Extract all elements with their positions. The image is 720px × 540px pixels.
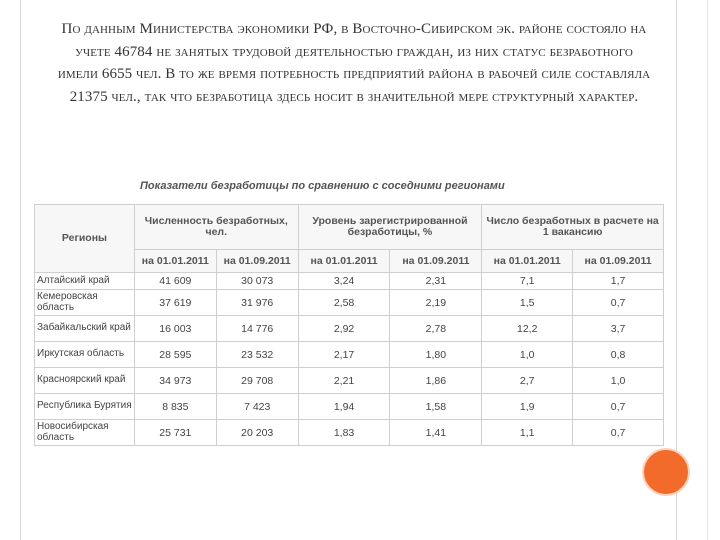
value-cell: 1,0 xyxy=(482,342,573,368)
value-cell: 2,7 xyxy=(482,368,573,394)
value-cell: 1,41 xyxy=(390,420,482,446)
value-cell: 1,1 xyxy=(482,420,573,446)
value-cell: 7 423 xyxy=(216,394,298,420)
value-cell: 7,1 xyxy=(482,273,573,290)
header-date: на 01.09.2011 xyxy=(216,250,298,273)
region-cell: Красноярский край xyxy=(35,368,135,394)
region-cell: Забайкальский край xyxy=(35,316,135,342)
value-cell: 34 973 xyxy=(134,368,216,394)
region-cell: Алтайский край xyxy=(35,273,135,290)
header-date: на 01.09.2011 xyxy=(390,250,482,273)
value-cell: 2,17 xyxy=(298,342,390,368)
value-cell: 1,58 xyxy=(390,394,482,420)
table-row xyxy=(35,273,664,290)
region-cell: Кемеровская область xyxy=(35,290,135,316)
slide-text: По данным Министерства экономики РФ, в Восточно-Сибирском эк. районе состояло на учете 46784 не занятых трудовой деятельностью граждан, из них статус безработного имели 6655 чел. В то же время потребность предприятий района в рабочей силе составляла 21375 чел., так что безработица здесь носит в значительной мере структурный характер. xyxy=(57,21,651,105)
value-cell: 14 776 xyxy=(216,316,298,342)
table-row xyxy=(35,368,664,394)
value-cell: 23 532 xyxy=(216,342,298,368)
value-cell: 1,80 xyxy=(390,342,482,368)
value-cell: 1,7 xyxy=(573,273,664,290)
value-cell: 2,58 xyxy=(298,290,390,316)
unemployment-table xyxy=(34,204,664,446)
header-date: на 01.01.2011 xyxy=(298,250,390,273)
header-regions: Регионы xyxy=(35,205,135,273)
value-cell: 2,21 xyxy=(298,368,390,394)
header-date: на 01.09.2011 xyxy=(573,250,664,273)
slide-frame-left xyxy=(12,0,21,540)
value-cell: 8 835 xyxy=(134,394,216,420)
value-cell: 25 731 xyxy=(134,420,216,446)
value-cell: 12,2 xyxy=(482,316,573,342)
value-cell: 0,7 xyxy=(573,394,664,420)
value-cell: 1,9 xyxy=(482,394,573,420)
value-cell: 1,0 xyxy=(573,368,664,394)
header-group-unemployed-count: Численность безработных, чел. xyxy=(134,205,298,250)
value-cell: 1,94 xyxy=(298,394,390,420)
value-cell: 31 976 xyxy=(216,290,298,316)
value-cell: 1,86 xyxy=(390,368,482,394)
value-cell: 29 708 xyxy=(216,368,298,394)
value-cell: 3,24 xyxy=(298,273,390,290)
value-cell: 1,83 xyxy=(298,420,390,446)
value-cell: 3,7 xyxy=(573,316,664,342)
value-cell: 2,19 xyxy=(390,290,482,316)
value-cell: 20 203 xyxy=(216,420,298,446)
table-title: Показатели безработицы по сравнению с соседними регионами xyxy=(140,180,505,192)
table-row xyxy=(35,420,664,446)
value-cell: 28 595 xyxy=(134,342,216,368)
value-cell: 2,92 xyxy=(298,316,390,342)
region-cell: Иркутская область xyxy=(35,342,135,368)
value-cell: 16 003 xyxy=(134,316,216,342)
header-date: на 01.01.2011 xyxy=(134,250,216,273)
value-cell: 30 073 xyxy=(216,273,298,290)
header-group-per-vacancy: Число безработных в расчете на 1 вакансию xyxy=(482,205,664,250)
value-cell: 0,7 xyxy=(573,420,664,446)
region-cell: Республика Бурятия xyxy=(35,394,135,420)
table-row xyxy=(35,342,664,368)
value-cell: 37 619 xyxy=(134,290,216,316)
value-cell: 0,7 xyxy=(573,290,664,316)
header-date: на 01.01.2011 xyxy=(482,250,573,273)
header-group-unemployment-rate: Уровень зарегистрированной безработицы, % xyxy=(298,205,482,250)
region-cell: Новосибирская область xyxy=(35,420,135,446)
table-row xyxy=(35,394,664,420)
decorative-orange-circle xyxy=(642,448,690,496)
value-cell: 0,8 xyxy=(573,342,664,368)
value-cell: 41 609 xyxy=(134,273,216,290)
value-cell: 1,5 xyxy=(482,290,573,316)
value-cell: 2,31 xyxy=(390,273,482,290)
value-cell: 2,78 xyxy=(390,316,482,342)
table-row xyxy=(35,316,664,342)
table-row xyxy=(35,290,664,316)
